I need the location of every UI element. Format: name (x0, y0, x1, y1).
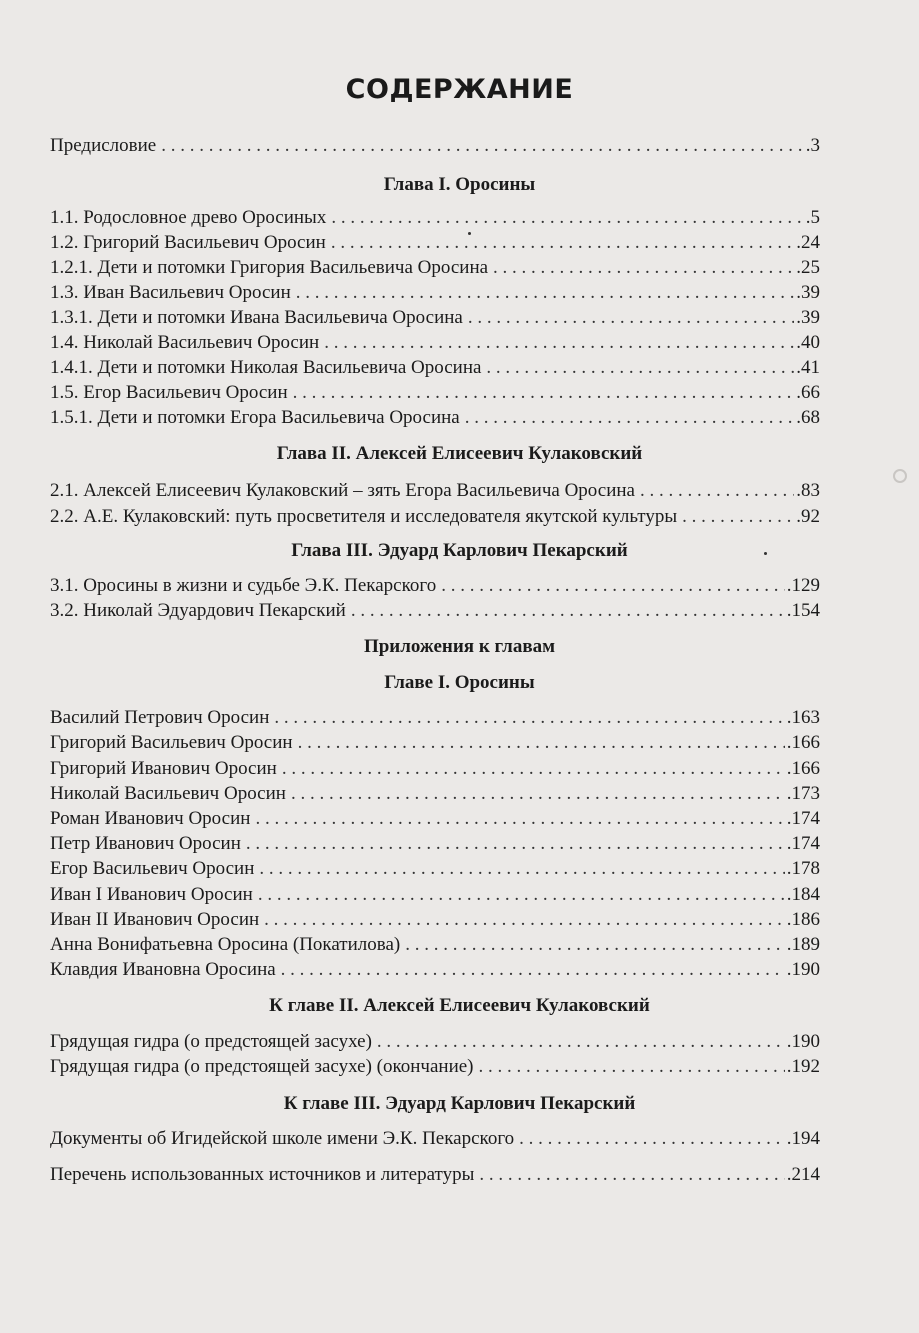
dot-leader (246, 831, 785, 857)
dot-leader (405, 932, 785, 958)
toc-entry (50, 856, 820, 882)
dot-leader (264, 907, 785, 933)
dot-leader (281, 957, 785, 983)
dot-leader (640, 478, 794, 504)
toc-page-number: .83 (796, 480, 820, 501)
toc-entry-references (50, 1162, 820, 1188)
toc-page-number: .39 (796, 282, 820, 303)
chapter-1-heading: Глава I. Оросины (383, 174, 536, 195)
toc-entry (50, 756, 820, 782)
toc-page-number: .214 (786, 1164, 820, 1185)
toc-entry-text: 1.4. Николай Васильевич Оросин (50, 332, 320, 353)
dot-leader (255, 806, 784, 832)
toc-entry-text: Грядущая гидра (о предстоящей засухе) (50, 1031, 372, 1052)
toc-entry-text: Егор Васильевич Оросин (50, 858, 255, 879)
dot-leader (161, 133, 804, 159)
toc-page-number: .154 (786, 600, 820, 621)
dot-leader (479, 1054, 785, 1080)
dot-leader (479, 1162, 784, 1188)
toc-entry-text: Николай Васильевич Оросин (50, 783, 286, 804)
dot-leader (519, 1126, 785, 1152)
dot-leader (293, 380, 795, 406)
toc-entry (50, 405, 820, 431)
circle-mark (893, 469, 907, 483)
toc-entry-text: Василий Петрович Оросин (50, 707, 270, 728)
toc-page-number: .194 (786, 1128, 820, 1149)
dot-leader (259, 856, 784, 882)
toc-page-number: .174 (786, 808, 820, 829)
dot-leader (351, 598, 785, 624)
chapter-2-heading: Глава II. Алексей Елисеевич Кулаковский (276, 443, 643, 464)
toc-entry-text: Иван II Иванович Оросин (50, 909, 260, 930)
toc-entry-text: 1.3. Иван Васильевич Оросин (50, 282, 291, 303)
dot-leader (493, 255, 794, 281)
toc-page-number: .5 (805, 207, 820, 228)
toc-entry-text: Григорий Васильевич Оросин (50, 732, 293, 753)
toc-entry-text: 2.2. А.Е. Кулаковский: путь просветителя и исследователя якутской культуры (50, 506, 678, 527)
toc-entry-preface (50, 133, 820, 159)
dot-leader (291, 781, 785, 807)
toc-page-number: .166 (786, 758, 820, 779)
toc-entry (50, 957, 820, 983)
toc-entry-text: Григорий Иванович Оросин (50, 758, 277, 779)
toc-entry-text: 1.2.1. Дети и потомки Григория Васильевича Оросина (50, 257, 489, 278)
toc-entry-text: 1.4.1. Дети и потомки Николая Васильевича Оросина (50, 357, 482, 378)
toc-entry (50, 255, 820, 281)
toc-entry (50, 305, 820, 331)
dot-leader (682, 504, 794, 530)
toc-page-number: .25 (796, 257, 820, 278)
toc-entry (50, 831, 820, 857)
toc-entry (50, 907, 820, 933)
dot-leader (298, 730, 785, 756)
toc-page-number: .41 (796, 357, 820, 378)
toc-page-number: .92 (796, 506, 820, 527)
dot-leader (331, 230, 794, 256)
dot-leader (486, 355, 794, 381)
dot-leader (441, 573, 785, 599)
toc-page-number: .173 (786, 783, 820, 804)
toc-entry-text: Клавдия Ивановна Оросина (50, 959, 276, 980)
toc-entry-text: 1.5.1. Дети и потомки Егора Васильевича Оросина (50, 407, 460, 428)
ink-speck (468, 232, 471, 235)
toc-page-number: .166 (786, 732, 820, 753)
ink-speck (764, 552, 767, 555)
toc-entry-text: 1.2. Григорий Васильевич Оросин (50, 232, 326, 253)
toc-page-number: .3 (805, 135, 820, 156)
toc-entry-text: 1.5. Егор Васильевич Оросин (50, 382, 288, 403)
dot-leader (377, 1029, 785, 1055)
toc-page-number: .192 (786, 1056, 820, 1077)
toc-entry-text: 3.2. Николай Эдуардович Пекарский (50, 600, 346, 621)
appendix-3-heading: К главе III. Эдуард Карлович Пекарский (283, 1093, 636, 1114)
dot-leader (331, 205, 803, 231)
toc-entry-text: Иван I Иванович Оросин (50, 884, 253, 905)
toc-page-number: .186 (786, 909, 820, 930)
toc-page-number: .184 (786, 884, 820, 905)
toc-page-number: .24 (796, 232, 820, 253)
toc-page-number: .129 (786, 575, 820, 596)
toc-entry-text: Перечень использованных источников и литературы (50, 1164, 475, 1185)
dot-leader (282, 756, 785, 782)
toc-entry (50, 730, 820, 756)
toc-page-number: .68 (796, 407, 820, 428)
toc-page-number: .40 (796, 332, 820, 353)
toc-entry-text: Грядущая гидра (о предстоящей засухе) (окончание) (50, 1056, 474, 1077)
toc-entry (50, 478, 820, 504)
toc-entry (50, 280, 820, 306)
toc-entry (50, 380, 820, 406)
toc-entry (50, 705, 820, 731)
toc-entry-text: 3.1. Оросины в жизни и судьбе Э.К. Пекарского (50, 575, 437, 596)
toc-entry (50, 230, 820, 256)
toc-entry-text: Петр Иванович Оросин (50, 833, 241, 854)
toc-entry (50, 504, 820, 530)
dot-leader (274, 705, 784, 731)
appendix-1-heading: Главе I. Оросины (384, 672, 535, 693)
toc-entry (50, 932, 820, 958)
toc-entry (50, 355, 820, 381)
toc-entry (50, 1126, 820, 1152)
toc-entry-text: 1.1. Родословное древо Оросиных (50, 207, 327, 228)
page-title: СОДЕРЖАНИЕ (345, 74, 574, 105)
toc-entry-text: Документы об Игидейской школе имени Э.К. Пекарского (50, 1128, 515, 1149)
toc-entry (50, 1029, 820, 1055)
toc-page-number: .66 (796, 382, 820, 403)
appendices-heading: Приложения к главам (363, 636, 556, 657)
toc-entry (50, 781, 820, 807)
toc-entry (50, 1054, 820, 1080)
toc-page-number: .163 (786, 707, 820, 728)
toc-entry (50, 806, 820, 832)
toc-entry (50, 330, 820, 356)
toc-page-number: .174 (786, 833, 820, 854)
toc-entry (50, 573, 820, 599)
toc-page-number: .190 (786, 959, 820, 980)
toc-page-number: .178 (786, 858, 820, 879)
dot-leader (465, 405, 795, 431)
chapter-3-heading: Глава III. Эдуард Карлович Пекарский (291, 540, 628, 561)
toc-entry-text: 2.1. Алексей Елисеевич Кулаковский – зять Егора Васильевича Оросина (50, 480, 635, 501)
dot-leader (258, 882, 785, 908)
appendix-2-heading: К главе II. Алексей Елисеевич Кулаковский (269, 995, 650, 1016)
toc-entry-text: 1.3.1. Дети и потомки Ивана Васильевича Оросина (50, 307, 463, 328)
dot-leader (324, 330, 794, 356)
toc-entry (50, 205, 820, 231)
dot-leader (468, 305, 794, 331)
toc-entry-text: Анна Вонифатьевна Оросина (Покатилова) (50, 934, 401, 955)
toc-entry-text: Предисловие (50, 135, 157, 156)
toc-entry (50, 598, 820, 624)
dot-leader (296, 280, 795, 306)
toc-entry (50, 882, 820, 908)
toc-entry-text: Роман Иванович Оросин (50, 808, 251, 829)
toc-page-number: .39 (796, 307, 820, 328)
toc-page-number: .190 (786, 1031, 820, 1052)
toc-page-number: .189 (786, 934, 820, 955)
